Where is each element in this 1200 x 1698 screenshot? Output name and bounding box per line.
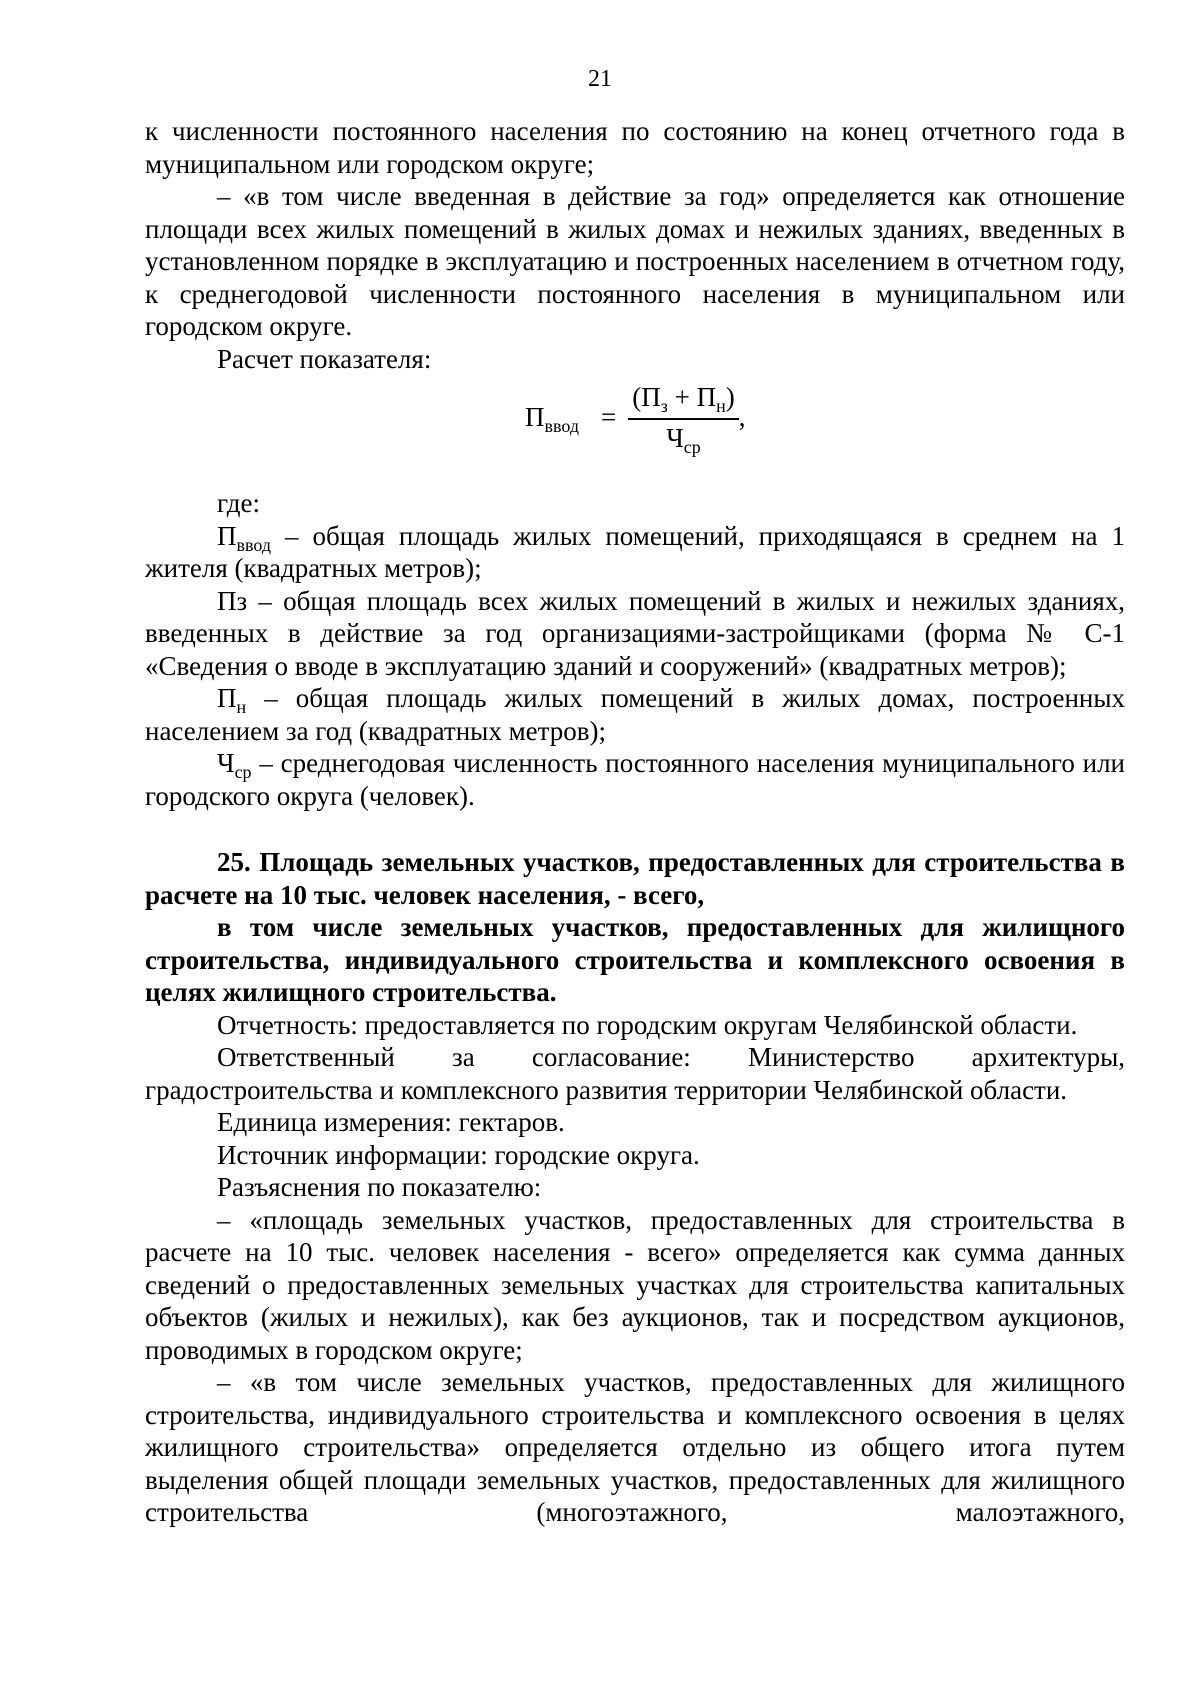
definition: Пз – общая площадь всех жилых помещений в жилых и нежилых зданиях, введенных в действие за год организациями-застройщиками (форма № С-1 «Сведения о вводе в эксплуатацию зданий и сооружений» (квадратных метров); xyxy=(145,585,1125,681)
paragraph: Источник информации: городские округа. xyxy=(217,1139,700,1170)
where-label: где: xyxy=(217,488,260,518)
formula-comma: , xyxy=(738,402,746,433)
paragraph: – «в том числе введенная в действие за год» определяется как отношение площади всех жилых помещений в жилых домах и нежилых зданиях, введенных в установленном порядке в эксплуатацию и построенных населением в отчетном году, к среднегодовой численности постоянного населения в муниципальном или городском округе. xyxy=(145,181,1125,341)
formula xyxy=(145,375,1125,487)
formula-equals: = xyxy=(601,402,617,433)
paragraph: к численности постоянного населения по состоянию на конец отчетного года в муниципальном или городском округе; xyxy=(145,116,1125,179)
paragraph: Разъяснения по показателю: xyxy=(217,1172,542,1202)
page-number: 21 xyxy=(588,66,612,92)
definition: $П_н$ – общая площадь жилых помещений в жилых домах, построенных населением за год (квадратных метров); xyxy=(145,683,1125,746)
paragraph: Расчет показателя: xyxy=(217,343,432,374)
document-body xyxy=(145,115,1125,1529)
paragraph: Ответственный за согласование: Министерство архитектуры, градостроительства и комплексного развития территории Челябинской области. xyxy=(145,1042,1125,1105)
formula-fraction xyxy=(628,381,739,457)
section-subheading: в том числе земельных участков, предоставленных для жилищного строительства, индивидуального строительства и комплексного освоения в целях жилищного строительства. xyxy=(145,912,1125,1007)
definition: $Ч_{ср}$ – среднегодовая численность постоянного населения муниципального или городского округа (человек). xyxy=(145,748,1125,811)
paragraph: – «в том числе земельных участков, предоставленных для жилищного строительства, индивидуального строительства и комплексного освоения в целях жилищного строительства» определяется отдельно из общего итога путем выделения общей площади земельных участков, предоставленных для жилищного строительства (многоэтажного, малоэтажного, xyxy=(145,1367,1125,1527)
formula-numerator: $(П_з + П_н)$ xyxy=(628,381,739,420)
definition: $П_{ввод}$ – общая площадь жилых помещений, приходящаяся в среднем на 1 жителя (квадратных метров); xyxy=(145,520,1125,583)
paragraph: Отчетность: предоставляется по городским округам Челябинской области. xyxy=(217,1009,1078,1040)
paragraph: Единица измерения: гектаров. xyxy=(217,1107,565,1137)
formula-denominator: $Ч_{ср}$ xyxy=(666,422,701,457)
section-heading: 25. Площадь земельных участков, предоставленных для строительства в расчете на 10 тыс. человек населения, - всего, xyxy=(145,847,1125,910)
formula-lhs: $П_{ввод}$ xyxy=(525,402,580,437)
paragraph: – «площадь земельных участков, предоставленных для строительства в расчете на 10 тыс. человек населения - всего» определяется как сумма данных сведений о предоставленных земельных участках для строительства капитальных объектов (жилых и нежилых), как без аукционов, так и посредством аукционов, проводимых в городском округе; xyxy=(145,1204,1125,1365)
